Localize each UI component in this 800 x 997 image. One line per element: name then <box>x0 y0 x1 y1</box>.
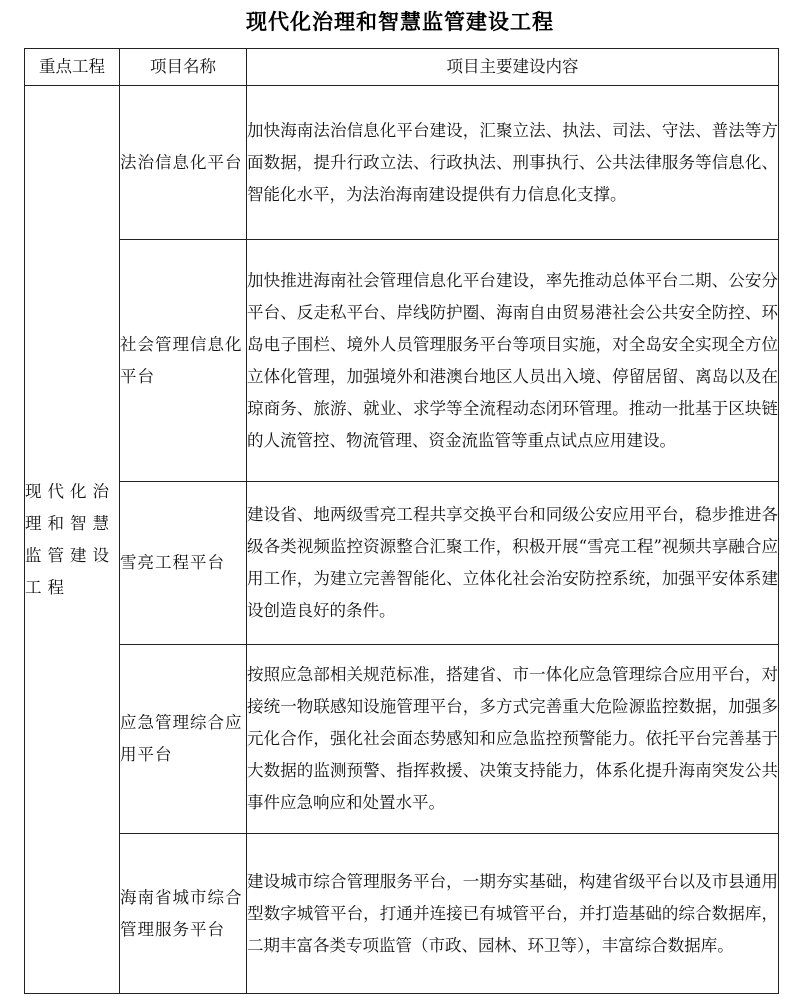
project-content-cell: 建设城市综合管理服务平台，一期夯实基础，构建省级平台以及市县通用型数字城管平台，打通并连接已有城管平台，并打造基础的综合数据库，二期丰富各类专项监管（市政、园林、环卫等），丰富综合数据库。 <box>247 834 779 994</box>
document-title: 现代化治理和智慧监管建设工程 <box>246 10 554 34</box>
project-name-cell: 法治信息化平台 <box>120 86 247 240</box>
project-name-cell: 应急管理综合应用平台 <box>120 645 247 834</box>
project-content-cell: 加快推进海南社会管理信息化平台建设，率先推动总体平台二期、公安分平台、反走私平台、岸线防护圈、海南自由贸易港社会公共安全防控、环岛电子围栏、境外人员管理服务平台等项目实施，对全岛安全实现全方位立体化管理，加强境外和港澳台地区人员出入境、停留居留、离岛以及在琼商务、旅游、就业、求学等全流程动态闭环管理。推动一批基于区块链的人流管控、物流管理、资金流监管等重点试点应用建设。 <box>247 240 779 482</box>
category-cell: 现代化治理和智慧监管建设工程 <box>25 86 120 994</box>
project-content-cell: 建设省、地两级雪亮工程共享交换平台和同级公安应用平台，稳步推进各级各类视频监控资源整合汇聚工作，积极开展“雪亮工程”视频共享融合应用工作，为建立完善智能化、立体化社会治安防控系统，加强平安体系建设创造良好的条件。 <box>247 482 779 645</box>
table-row <box>25 240 779 482</box>
project-content-cell: 按照应急部相关规范标准，搭建省、市一体化应急管理综合应用平台，对接统一物联感知设施管理平台，多方式完善重大危险源监控数据，加强多元化合作，强化社会面态势感知和应急监控预警能力。依托平台完善基于大数据的监测预警、指挥救援、决策支持能力，体系化提升海南突发公共事件应急响应和处置水平。 <box>247 645 779 834</box>
project-name-cell: 雪亮工程平台 <box>120 482 247 645</box>
project-table <box>24 48 779 994</box>
header-project-name: 项目名称 <box>120 49 247 86</box>
header-key-project: 重点工程 <box>25 49 120 86</box>
table-row <box>25 482 779 645</box>
header-project-content: 项目主要建设内容 <box>247 49 779 86</box>
table-header-row <box>25 49 779 86</box>
project-content-cell: 加快海南法治信息化平台建设，汇聚立法、执法、司法、守法、普法等方面数据，提升行政立法、行政执法、刑事执行、公共法律服务等信息化、智能化水平，为法治海南建设提供有力信息化支撑。 <box>247 86 779 240</box>
table-row <box>25 86 779 240</box>
project-name-cell: 社会管理信息化平台 <box>120 240 247 482</box>
table-row <box>25 645 779 834</box>
table-row <box>25 834 779 994</box>
project-name-cell: 海南省城市综合管理服务平台 <box>120 834 247 994</box>
